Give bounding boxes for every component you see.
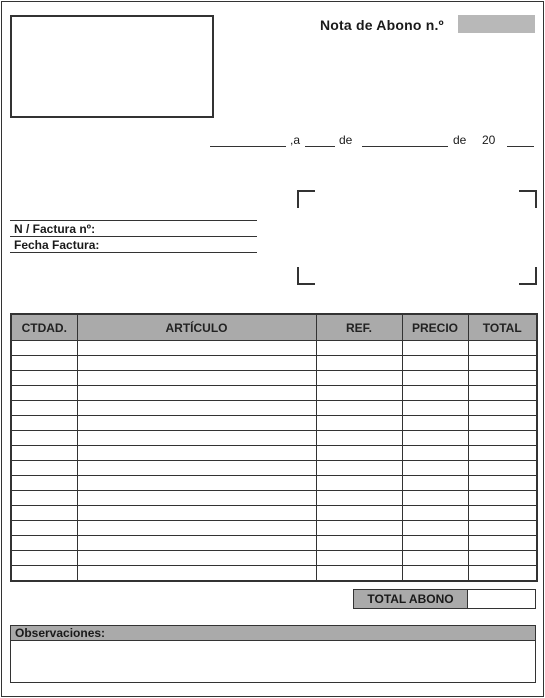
quantity-cell[interactable] xyxy=(11,431,77,446)
table-row xyxy=(11,341,537,356)
total-cell[interactable] xyxy=(468,521,537,536)
column-header-price: PRECIO xyxy=(402,314,468,341)
table-row xyxy=(11,536,537,551)
price-cell[interactable] xyxy=(402,446,468,461)
table-row xyxy=(11,431,537,446)
quantity-cell[interactable] xyxy=(11,401,77,416)
observations-label: Observaciones: xyxy=(10,625,536,641)
ref-cell[interactable] xyxy=(316,506,402,521)
address-corner-top-left xyxy=(297,190,315,208)
date-comma-a: ,a xyxy=(290,133,301,147)
article-cell[interactable] xyxy=(77,551,316,566)
document-title: Nota de Abono n.º xyxy=(320,17,444,33)
quantity-cell[interactable] xyxy=(11,476,77,491)
ref-cell[interactable] xyxy=(316,536,402,551)
article-cell[interactable] xyxy=(77,476,316,491)
quantity-cell[interactable] xyxy=(11,371,77,386)
address-corner-bottom-right xyxy=(519,267,537,285)
ref-cell[interactable] xyxy=(316,566,402,582)
total-cell[interactable] xyxy=(468,536,537,551)
observations-field[interactable] xyxy=(10,641,536,683)
address-corner-top-right xyxy=(519,190,537,208)
article-cell[interactable] xyxy=(77,521,316,536)
total-cell[interactable] xyxy=(468,461,537,476)
price-cell[interactable] xyxy=(402,431,468,446)
total-cell[interactable] xyxy=(468,566,537,582)
ref-cell[interactable] xyxy=(316,386,402,401)
total-cell[interactable] xyxy=(468,491,537,506)
article-cell[interactable] xyxy=(77,386,316,401)
year-blank[interactable] xyxy=(507,146,534,147)
ref-cell[interactable] xyxy=(316,356,402,371)
price-cell[interactable] xyxy=(402,476,468,491)
article-cell[interactable] xyxy=(77,401,316,416)
quantity-cell[interactable] xyxy=(11,356,77,371)
ref-cell[interactable] xyxy=(316,401,402,416)
article-cell[interactable] xyxy=(77,566,316,582)
total-credit-field[interactable] xyxy=(468,589,536,609)
ref-cell[interactable] xyxy=(316,446,402,461)
month-blank[interactable] xyxy=(362,146,448,147)
article-cell[interactable] xyxy=(77,446,316,461)
ref-cell[interactable] xyxy=(316,476,402,491)
table-row xyxy=(11,551,537,566)
ref-cell[interactable] xyxy=(316,551,402,566)
quantity-cell[interactable] xyxy=(11,461,77,476)
ref-cell[interactable] xyxy=(316,431,402,446)
items-table xyxy=(10,313,538,582)
ref-cell[interactable] xyxy=(316,416,402,431)
address-corner-bottom-left xyxy=(297,267,315,285)
invoice-top-rule xyxy=(10,220,257,221)
table-row xyxy=(11,506,537,521)
price-cell[interactable] xyxy=(402,371,468,386)
table-row xyxy=(11,491,537,506)
logo-placeholder-box xyxy=(10,15,214,118)
quantity-cell[interactable] xyxy=(11,386,77,401)
total-cell[interactable] xyxy=(468,551,537,566)
quantity-cell[interactable] xyxy=(11,536,77,551)
ref-cell[interactable] xyxy=(316,371,402,386)
article-cell[interactable] xyxy=(77,491,316,506)
table-row xyxy=(11,356,537,371)
day-blank[interactable] xyxy=(305,146,335,147)
quantity-cell[interactable] xyxy=(11,521,77,536)
total-cell[interactable] xyxy=(468,356,537,371)
total-cell[interactable] xyxy=(468,416,537,431)
ref-cell[interactable] xyxy=(316,461,402,476)
table-row xyxy=(11,476,537,491)
invoice-date-field[interactable] xyxy=(10,252,257,253)
invoice-number-field[interactable] xyxy=(10,236,257,237)
quantity-cell[interactable] xyxy=(11,446,77,461)
total-cell[interactable] xyxy=(468,506,537,521)
date-de-2: de xyxy=(453,133,467,147)
article-cell[interactable] xyxy=(77,356,316,371)
items-header-row xyxy=(11,314,537,341)
price-cell[interactable] xyxy=(402,521,468,536)
price-cell[interactable] xyxy=(402,356,468,371)
quantity-cell[interactable] xyxy=(11,416,77,431)
quantity-cell[interactable] xyxy=(11,566,77,582)
ref-cell[interactable] xyxy=(316,491,402,506)
date-de-1: de xyxy=(339,133,353,147)
price-cell[interactable] xyxy=(402,566,468,582)
total-cell[interactable] xyxy=(468,341,537,356)
article-cell[interactable] xyxy=(77,461,316,476)
table-row xyxy=(11,371,537,386)
price-cell[interactable] xyxy=(402,536,468,551)
column-header-total: TOTAL xyxy=(468,314,537,341)
column-header-ref: REF. xyxy=(316,314,402,341)
ref-cell[interactable] xyxy=(316,521,402,536)
table-row xyxy=(11,521,537,536)
table-row xyxy=(11,566,537,582)
invoice-number-label: N / Factura nº: xyxy=(14,222,96,236)
quantity-cell[interactable] xyxy=(11,491,77,506)
total-credit-label: TOTAL ABONO xyxy=(353,589,468,609)
invoice-date-label: Fecha Factura: xyxy=(14,238,100,252)
price-cell[interactable] xyxy=(402,416,468,431)
article-cell[interactable] xyxy=(77,371,316,386)
total-cell[interactable] xyxy=(468,371,537,386)
article-cell[interactable] xyxy=(77,506,316,521)
column-header-article: ARTÍCULO xyxy=(77,314,316,341)
total-cell[interactable] xyxy=(468,431,537,446)
items-body xyxy=(11,341,537,582)
quantity-cell[interactable] xyxy=(11,506,77,521)
table-row xyxy=(11,386,537,401)
total-cell[interactable] xyxy=(468,401,537,416)
article-cell[interactable] xyxy=(77,536,316,551)
price-cell[interactable] xyxy=(402,461,468,476)
total-cell[interactable] xyxy=(468,386,537,401)
price-cell[interactable] xyxy=(402,491,468,506)
table-row xyxy=(11,461,537,476)
quantity-cell[interactable] xyxy=(11,551,77,566)
total-cell[interactable] xyxy=(468,446,537,461)
price-cell[interactable] xyxy=(402,341,468,356)
table-row xyxy=(11,416,537,431)
quantity-cell[interactable] xyxy=(11,341,77,356)
total-cell[interactable] xyxy=(468,476,537,491)
column-header-quantity: CTDAD. xyxy=(11,314,77,341)
ref-cell[interactable] xyxy=(316,341,402,356)
credit-note-number-field[interactable] xyxy=(458,15,535,33)
price-cell[interactable] xyxy=(402,386,468,401)
article-cell[interactable] xyxy=(77,341,316,356)
place-blank[interactable] xyxy=(210,146,286,147)
table-row xyxy=(11,401,537,416)
article-cell[interactable] xyxy=(77,416,316,431)
year-prefix: 20 xyxy=(482,133,496,147)
article-cell[interactable] xyxy=(77,431,316,446)
price-cell[interactable] xyxy=(402,401,468,416)
price-cell[interactable] xyxy=(402,506,468,521)
table-row xyxy=(11,446,537,461)
price-cell[interactable] xyxy=(402,551,468,566)
